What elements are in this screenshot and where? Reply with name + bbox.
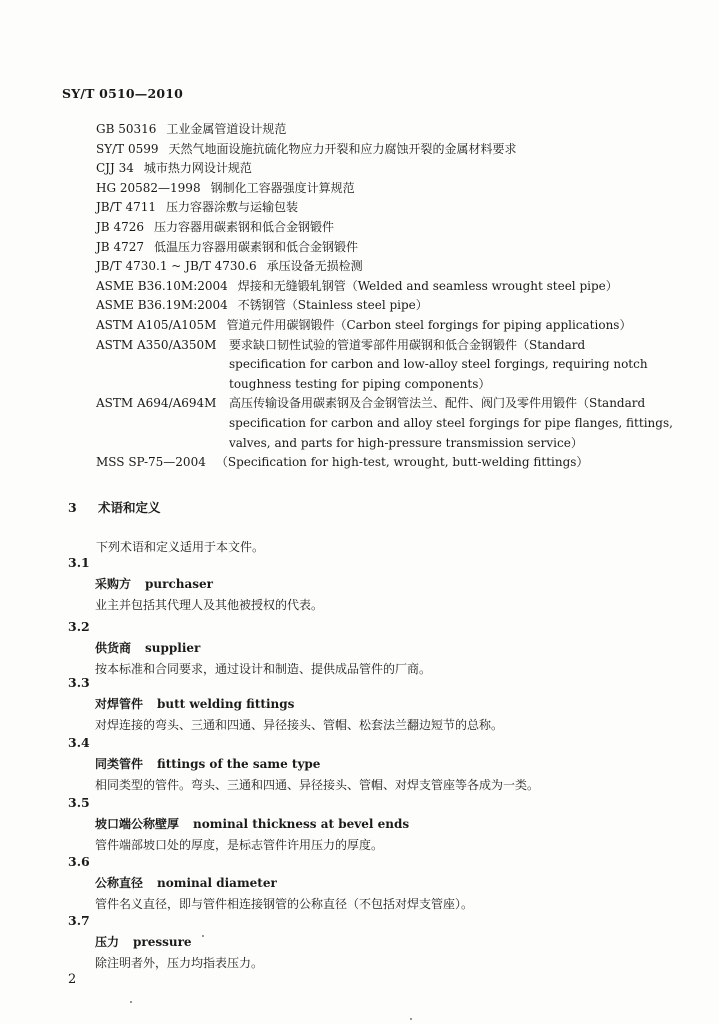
- term-number: 3.5: [68, 795, 90, 810]
- term-heading: [95, 932, 688, 953]
- term-definition: 业主并包括其代理人及其他被授权的代表。: [95, 598, 324, 612]
- term-en: butt welding fittings: [157, 697, 295, 711]
- page-number: 2: [68, 972, 77, 987]
- reference-title-line: 要求缺口韧性试验的管道零部件用碳钢和低合金钢锻件（Standard: [229, 337, 586, 352]
- term-zh: 采购方: [95, 577, 132, 591]
- reference-code: MSS SP-75—2004: [96, 455, 206, 470]
- term-zh: 坡口端公称壁厚: [95, 817, 180, 831]
- reference-title: 城市热力网设计规范: [143, 161, 252, 176]
- reference-code: SY/T 0599: [96, 141, 159, 156]
- section-heading: [68, 498, 161, 516]
- reference-code: JB/T 4711: [96, 200, 157, 215]
- reference-item: [96, 198, 696, 218]
- term-entry: [68, 792, 688, 856]
- reference-code: GB 50316: [96, 122, 157, 136]
- reference-code: ASTM A105/A105M: [96, 317, 217, 332]
- term-entry: [68, 732, 688, 796]
- term-entry: [68, 851, 688, 915]
- reference-title: 压力容器用碳素钢和低合金钢锻件: [153, 219, 334, 234]
- term-en: nominal thickness at bevel ends: [193, 817, 410, 831]
- standard-code: SY/T 0510—2010: [62, 86, 184, 101]
- term-number: 3.6: [68, 854, 90, 869]
- term-en: supplier: [145, 641, 201, 655]
- term-entry: [68, 910, 688, 974]
- reference-item: [96, 316, 696, 336]
- reference-title: 低温压力容器用碳素钢和低合金钢锻件: [153, 239, 358, 254]
- reference-item: [96, 257, 696, 277]
- reference-item: [96, 277, 696, 297]
- reference-item-multiline: [96, 394, 696, 453]
- section-number: 3: [68, 500, 77, 515]
- reference-code: ASME B36.10M:2004: [96, 278, 228, 293]
- term-heading: [95, 754, 688, 775]
- reference-title-line: specification for carbon and low-alloy steel forgings, requiring notch: [229, 357, 648, 372]
- reference-code: ASTM A694/A694M: [96, 396, 217, 411]
- term-number: 3.2: [68, 619, 90, 634]
- reference-item: [96, 179, 696, 199]
- term-heading: [95, 814, 688, 835]
- scan-speck: [130, 1001, 132, 1003]
- term-definition: 相同类型的管件。弯头、三通和四通、异径接头、管帽、对焊支管座等各成为一类。: [95, 778, 540, 792]
- reference-item: [96, 120, 696, 140]
- term-entry: [68, 672, 688, 736]
- term-zh: 同类管件: [95, 757, 144, 771]
- reference-title: 承压设备无损检测: [266, 259, 363, 274]
- reference-title: 钢制化工容器强度计算规范: [210, 180, 355, 195]
- reference-code: JB 4727: [96, 239, 144, 254]
- term-en: pressure: [133, 935, 192, 949]
- term-heading: [95, 694, 688, 715]
- scan-speck: [410, 1018, 412, 1020]
- term-number: 3.7: [68, 913, 90, 928]
- reference-title-line: 高压传输设备用碳素钢及合金钢管法兰、配件、阀门及零件用锻件（Standard: [229, 396, 646, 411]
- reference-item: [96, 218, 696, 238]
- term-heading: [95, 873, 688, 894]
- reference-code: JB/T 4730.1 ~ JB/T 4730.6: [96, 259, 257, 274]
- term-en: fittings of the same type: [157, 757, 321, 771]
- term-zh: 压力: [95, 935, 120, 949]
- reference-item: [96, 296, 696, 316]
- term-heading: [95, 574, 688, 595]
- reference-item: [96, 140, 696, 160]
- reference-code: ASME B36.19M:2004: [96, 298, 228, 313]
- reference-title: 管道元件用碳钢锻件（Carbon steel forgings for piping applications）: [226, 317, 632, 332]
- term-definition: 管件名义直径，即与管件相连接钢管的公称直径（不包括对焊支管座）。: [95, 897, 474, 911]
- term-definition: 按本标准和合同要求，通过设计和制造、提供成品管件的厂商。: [95, 662, 432, 676]
- reference-title-line: specification for carbon and alloy steel forgings for pipe flanges, fittings,: [229, 415, 673, 430]
- term-zh: 对焊管件: [95, 697, 144, 711]
- reference-item: [96, 453, 696, 473]
- term-entry: [68, 616, 688, 680]
- term-zh: 供货商: [95, 641, 132, 655]
- term-zh: 公称直径: [95, 876, 144, 890]
- reference-code: ASTM A350/A350M: [96, 337, 217, 352]
- term-number: 3.1: [68, 555, 90, 570]
- term-definition: 对焊连接的弯头、三通和四通、异径接头、管帽、松套法兰翻边短节的总称。: [95, 718, 504, 732]
- reference-title: 工业金属管道设计规范: [166, 122, 287, 136]
- section-title: 术语和定义: [98, 500, 161, 515]
- term-number: 3.4: [68, 735, 90, 750]
- scan-speck: [202, 935, 204, 937]
- reference-title-line: valves, and parts for high-pressure transmission service）: [229, 435, 583, 450]
- reference-title: （Specification for high-test, wrought, butt-welding fittings）: [215, 455, 589, 470]
- normative-references: [96, 120, 696, 473]
- term-number: 3.3: [68, 675, 90, 690]
- term-en: nominal diameter: [157, 876, 277, 890]
- reference-code: CJJ 34: [96, 161, 134, 176]
- reference-title-line: toughness testing for piping components）: [229, 376, 491, 391]
- term-en: purchaser: [145, 577, 213, 591]
- reference-title: 不锈钢管（Stainless steel pipe）: [237, 298, 428, 313]
- term-definition: 管件端部坡口处的厚度，是标志管件许用压力的厚度。: [95, 838, 384, 852]
- reference-title: 焊接和无缝锻轧钢管（Welded and seamless wrought steel pipe）: [237, 278, 618, 293]
- reference-title: 压力容器涂敷与运输包装: [166, 200, 299, 215]
- reference-title: 天然气地面设施抗硫化物应力开裂和应力腐蚀开裂的金属材料要求: [168, 141, 517, 156]
- reference-code: JB 4726: [96, 219, 144, 234]
- reference-item-multiline: [96, 336, 696, 395]
- term-entry: [68, 552, 688, 616]
- term-definition: 除注明者外，压力均指表压力。: [95, 956, 264, 970]
- reference-item: [96, 159, 696, 179]
- section-intro: 下列术语和定义适用于本文件。: [96, 540, 265, 554]
- reference-code: HG 20582—1998: [96, 180, 201, 195]
- term-heading: [95, 638, 688, 659]
- reference-item: [96, 238, 696, 258]
